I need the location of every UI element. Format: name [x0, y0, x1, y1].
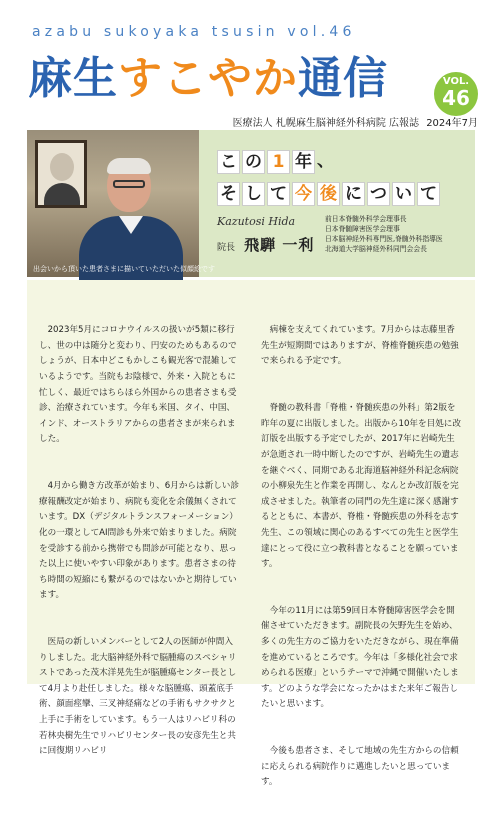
article-body	[27, 280, 475, 788]
page-title	[28, 53, 388, 105]
director-role: 院長	[217, 243, 236, 253]
headline-char: て	[267, 182, 290, 206]
headline-char: に	[342, 182, 365, 206]
title-part-1: 麻生	[28, 53, 118, 104]
title-part-3: 通信	[298, 53, 388, 104]
paragraph: 2023年5月にコロナウイルスの扱いが5類に移行し、世の中は随分と変わり、円安のためもあるのでしょうが、日本中どこもかしこも観光客で混雑しているようです。当院もお陰様で、外来・入院ともに忙しく、最近ではちらほら外国からの患者さまも受診、治療されています。今年も米国、タイ、中国、インド、オーストラリアからの患者さまが来られました。	[39, 325, 237, 445]
headline-row-2	[217, 182, 440, 206]
volume-badge	[434, 72, 478, 116]
headline-char: の	[242, 150, 265, 174]
headline-char: こ	[217, 150, 240, 174]
series-line: azabu sukoyaka tsusin vol.46	[32, 24, 356, 40]
paragraph: 病棟を支えてくれています。7月からは志藤里香先生が短期間ではありますが、脊椎脊髄疾患の勉強で来られる予定です。	[261, 325, 459, 367]
publisher: 医療法人 札幌麻生脳神経外科病院 広報誌	[232, 118, 419, 129]
headline-char: 1	[267, 150, 290, 174]
headline-row-1	[217, 150, 440, 174]
headline-char: 、	[317, 151, 334, 171]
hero-section	[27, 130, 475, 277]
director-photo	[27, 130, 215, 277]
name-roman: Kazutosi Hida	[217, 215, 296, 228]
headline-char: 後	[317, 182, 340, 206]
article-column-left	[39, 292, 241, 791]
headline-char: い	[392, 182, 415, 206]
paragraph: 医局の新しいメンバーとして2人の医師が仲間入りしました。北大脳神経外科で脳腫瘍のスペシャリストであった茂木洋晃先生が脳腫瘍センター長として4月より赴任しました。様々な脳腫瘍、頭蓋底手術、顔面痙攣、三叉神経痛などの手術もサクサクと上手に手術をしています。もう一人はリハビリ科の若林央樹先生でリハビリセンター長の安彦先生と共に回復期リハビリ	[39, 637, 237, 757]
director-name-row	[217, 234, 314, 255]
volume-label: VOL.	[442, 76, 470, 87]
headline-char: そ	[217, 182, 240, 206]
paragraph: 脊髄の教科書「脊椎・脊髄疾患の外科」第2版を昨年の夏に出版しました。出版から10年を目処に改訂版を出版する予定でしたが、2017年に岩崎先生が急逝され一時中断したのですが、岩崎先生の遺志を継ぐべく、同期である北海道脳神経外科記念病院の小柳泉先生と作業を再開し、なんとか改訂版を完成させました。執筆者の同門の先生達に深く感謝するとともに、本書が、脊椎・脊髄疾患の外科を志す先生、この領域に関心のあるすべての先生と医学生達にとって役に立つ教科書となることを願っています。	[261, 403, 461, 570]
paragraph: 今後も患者さま、そして地域の先生方からの信頼に応えられる病院作りに邁進したいと思っています。	[261, 746, 459, 788]
credentials-list	[325, 214, 443, 254]
credential-item: 前日本脊髄外科学会理事長	[325, 215, 407, 223]
headline-char: つ	[367, 182, 390, 206]
headline-char: 今	[292, 182, 315, 206]
paragraph: 今年の11月には第59回日本脊髄障害医学会を開催させていただきます。副院長の矢野先生を始め、多くの先生方のご協力をいただきながら、現在準備を進めているところです。今年は「多様化社会で求められる医療」というテーマで沖縄で開催いたします。どのような学会になったかはまた来年ご報告したいと思います。	[261, 605, 459, 710]
director-name: 飛騨 一利	[244, 236, 315, 254]
photo-caption: 出会いから頂いた患者さまに描いていただいた似顔絵です	[33, 265, 215, 273]
credential-item: 日本脳神経外科専門医,脊髄外科指導医	[325, 235, 443, 243]
volume-number: 46	[442, 86, 470, 110]
issue-date: 2024年7月	[426, 118, 478, 129]
headline-char: て	[417, 182, 440, 206]
publisher-line	[229, 114, 478, 129]
headline-char: 年	[292, 150, 315, 174]
portrait-drawing	[35, 140, 87, 208]
credential-item: 日本脊髄障害医学会理事	[325, 225, 400, 233]
paragraph: 4月から働き方改革が始まり、6月からは新しい診療報酬改定が始まり、病院も変化を余儀無くされています。DX（デジタルトランスフォーメーション）化の一環としてAI問診も外来で始まりました。病院を受診する前から携帯でも問診が可能となり、思った以上に使いやすい印象があります。患者さまの待ち時間の短縮にも繋がるのではないかと期待しています。	[39, 481, 239, 601]
title-part-2: すこやか	[118, 53, 298, 104]
headline	[217, 150, 440, 214]
article-column-right	[261, 292, 463, 822]
credential-item: 北海道大学脳神経外科同門会会長	[325, 245, 427, 253]
headline-char: し	[242, 182, 265, 206]
